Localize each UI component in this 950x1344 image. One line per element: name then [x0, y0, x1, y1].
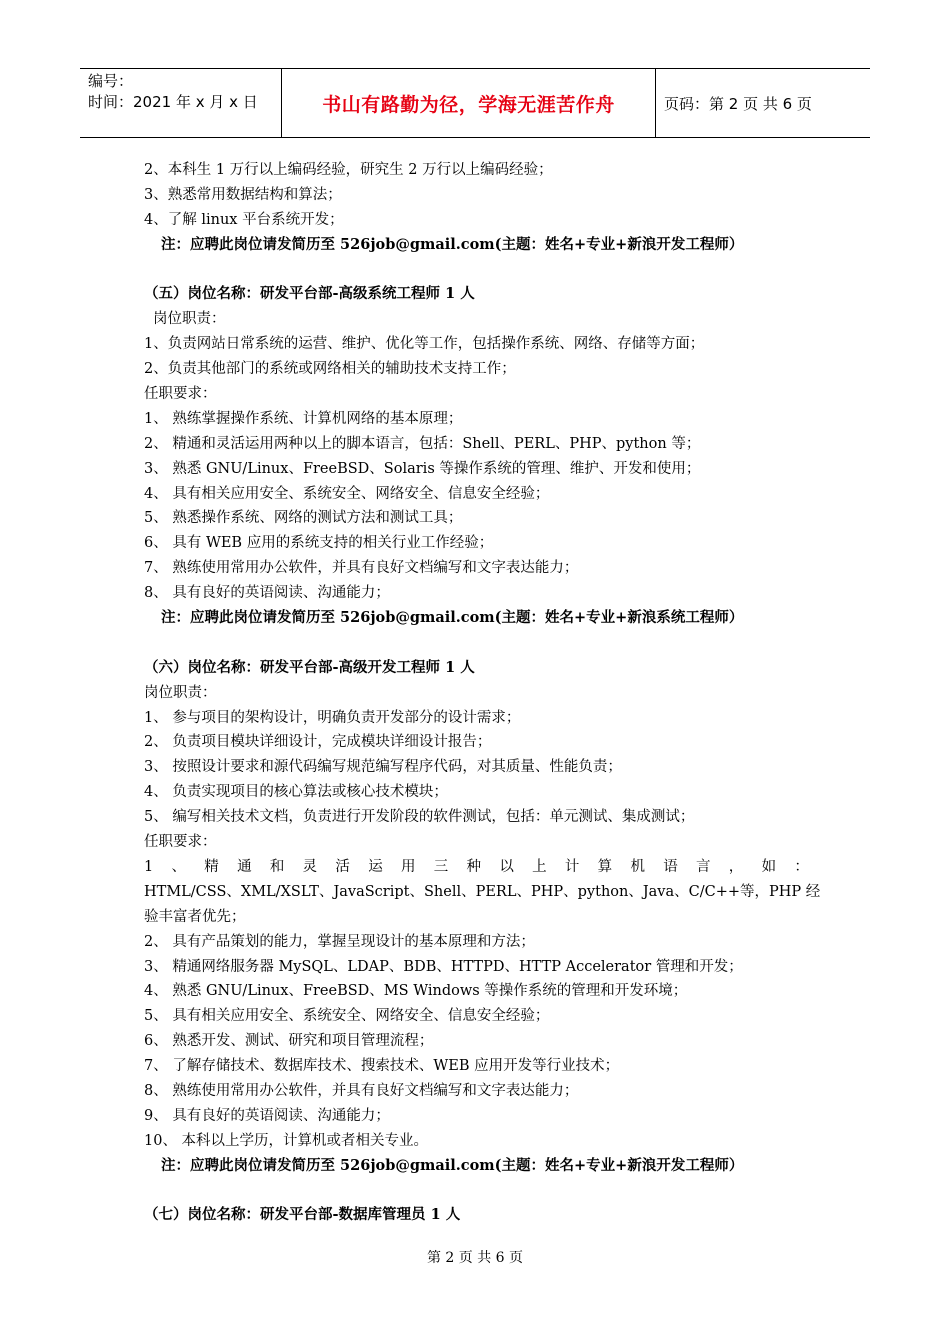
section-title: （五）岗位名称：研发平台部-高级系统工程师 1 人 — [144, 285, 475, 303]
list-item: 4、 熟悉 GNU/Linux、FreeBSD、MS Windows 等操作系统的管理和开发环境； — [144, 983, 688, 1000]
spread-char: 活 — [335, 858, 350, 875]
spread-char: 语 — [663, 858, 678, 875]
header-page-info: 页码：第 2 页 共 6 页 — [664, 94, 812, 113]
header-meta — [80, 69, 282, 137]
list-item: 3、 按照设计要求和源代码编写规范编写程序代码，对其质量、性能负责； — [144, 759, 622, 776]
spread-char: ： — [794, 858, 809, 875]
list-item: 3、 熟悉 GNU/Linux、FreeBSD、Solaris 等操作系统的管理、维护、开发和使用； — [144, 460, 701, 477]
list-item: 5、 熟悉操作系统、网络的测试方法和测试工具； — [144, 510, 463, 527]
spread-char: ， — [728, 858, 744, 875]
list-item: 2、负责其他部门的系统或网络相关的辅助技术支持工作； — [144, 361, 516, 378]
spread-char: 言 — [696, 858, 711, 875]
list-item: 4、了解 linux 平台系统开发； — [144, 211, 344, 228]
requirements-label: 任职要求： — [144, 386, 217, 403]
list-item: 2、 具有产品策划的能力，掌握呈现设计的基本原理和方法； — [144, 933, 535, 950]
spread-char: 三 — [433, 858, 449, 875]
requirements-label: 任职要求： — [144, 834, 217, 851]
spread-char: 以 — [499, 858, 514, 875]
spread-char: 算 — [597, 858, 613, 875]
spread-char: 计 — [564, 858, 580, 875]
application-note: 注：应聘此岗位请发简历至 526job@gmail.com(主题：姓名+专业+新浪开发工程师） — [161, 1156, 744, 1174]
justified-requirement-line — [144, 855, 809, 880]
spread-char: 上 — [532, 858, 547, 875]
section-title: （七）岗位名称：研发平台部-数据库管理员 1 人 — [144, 1206, 461, 1224]
document-body — [144, 158, 821, 1228]
section-title: （六）岗位名称：研发平台部-高级开发工程师 1 人 — [144, 658, 475, 676]
list-item: 2、 负责项目模块详细设计，完成模块详细设计报告； — [144, 734, 492, 751]
spread-char: 灵 — [302, 858, 318, 875]
list-item: 1、 参与项目的架构设计，明确负责开发部分的设计需求； — [144, 709, 521, 726]
time-label: 时间：2021 年 x 月 x 日 — [88, 93, 258, 111]
list-item: 8、 具有良好的英语阅读、沟通能力； — [144, 585, 390, 602]
list-item: 9、 具有良好的英语阅读、沟通能力； — [144, 1107, 390, 1124]
spread-char: 通 — [237, 858, 252, 875]
list-item: 5、 具有相关应用安全、系统安全、网络安全、信息安全经验； — [144, 1008, 550, 1025]
list-item: 7、 了解存储技术、数据库技术、搜索技术、WEB 应用开发等行业技术； — [144, 1058, 620, 1075]
duties-label: 岗位职责： — [144, 684, 217, 701]
list-item: 6、 具有 WEB 应用的系统支持的相关行业工作经验； — [144, 535, 494, 552]
list-item: 4、 负责实现项目的核心算法或核心技术模块； — [144, 784, 448, 801]
spread-char: 、 — [171, 858, 187, 875]
spread-char: 运 — [368, 858, 383, 875]
list-item: 3、 精通网络服务器 MySQL、LDAP、BDB、HTTPD、HTTP Accelerator 管理和开发； — [144, 958, 743, 975]
list-item: 5、 编写相关技术文档，负责进行开发阶段的软件测试，包括：单元测试、集成测试； — [144, 809, 695, 826]
spread-char: 和 — [269, 858, 285, 875]
list-item: 4、 具有相关应用安全、系统安全、网络安全、信息安全经验； — [144, 485, 550, 502]
duties-label: 岗位职责： — [153, 311, 226, 328]
list-item: 7、 熟练使用常用办公软件，并具有良好文档编写和文字表达能力； — [144, 560, 579, 577]
spread-char: 机 — [630, 858, 645, 875]
spread-char: 精 — [204, 858, 219, 875]
spread-char: 如 — [761, 858, 777, 875]
list-item: 2、 精通和灵活运用两种以上的脚本语言，包括：Shell、PERL、PHP、python 等； — [144, 435, 701, 452]
number-label: 编号： — [88, 72, 134, 90]
page-header — [80, 68, 870, 138]
list-item: 6、 熟悉开发、测试、研究和项目管理流程； — [144, 1033, 434, 1050]
spread-char: 1 — [144, 858, 154, 875]
spread-char: 用 — [400, 858, 416, 875]
list-item: 1、 熟练掌握操作系统、计算机网络的基本原理； — [144, 410, 463, 427]
list-item-continued: HTML/CSS、XML/XSLT、JavaScript、Shell、PERL、PHP、python、Java、C/C++等，PHP 经 — [144, 883, 821, 900]
spread-char: 种 — [466, 858, 482, 875]
page-footer: 第 2 页 共 6 页 — [426, 1250, 524, 1266]
list-item: 1、负责网站日常系统的运营、维护、优化等工作，包括操作系统、网络、存储等方面； — [144, 336, 705, 353]
application-note: 注：应聘此岗位请发简历至 526job@gmail.com(主题：姓名+专业+新浪系统工程师） — [161, 609, 744, 627]
list-item-continued: 验丰富者优先； — [144, 908, 246, 925]
list-item: 8、 熟练使用常用办公软件，并具有良好文档编写和文字表达能力； — [144, 1082, 579, 1099]
list-item: 3、熟悉常用数据结构和算法； — [144, 186, 342, 203]
list-item: 10、 本科以上学历，计算机或者相关专业。 — [144, 1132, 429, 1149]
header-motto — [282, 69, 656, 137]
motto-text: 书山有路勤为径，学海无涯苦作舟 — [322, 93, 615, 116]
application-note: 注：应聘此岗位请发简历至 526job@gmail.com(主题：姓名+专业+新浪开发工程师） — [161, 235, 744, 253]
list-item: 2、本科生 1 万行以上编码经验，研究生 2 万行以上编码经验； — [144, 162, 553, 178]
